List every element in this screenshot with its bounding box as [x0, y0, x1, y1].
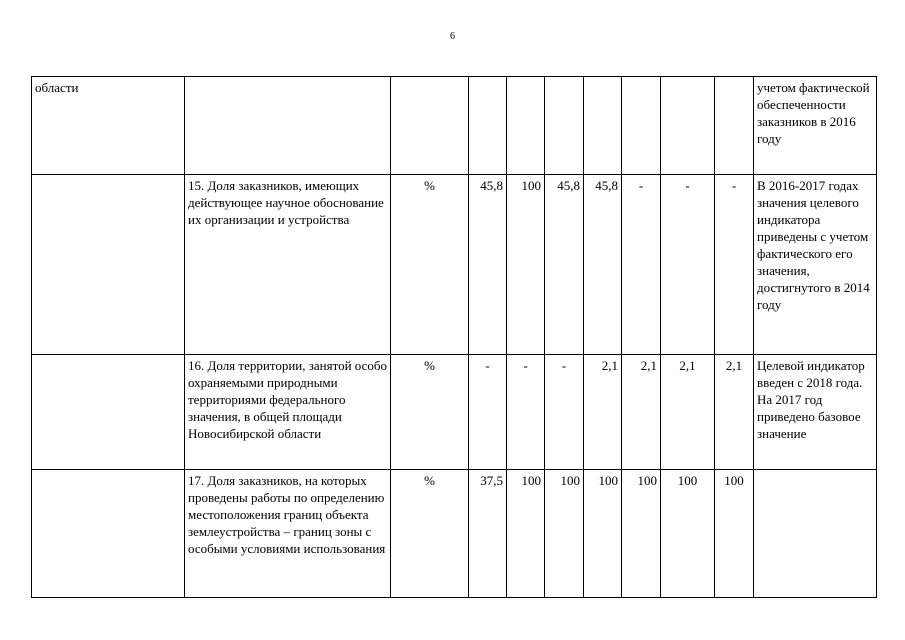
value-cell: 45,8	[584, 175, 622, 355]
value-cell: -	[507, 355, 545, 470]
value-cell	[584, 77, 622, 175]
value-cell	[622, 77, 661, 175]
value-cell: 2,1	[715, 355, 754, 470]
table-row	[32, 355, 877, 470]
region-cell: области	[32, 77, 185, 175]
indicator-cell	[185, 77, 391, 175]
value-cell: 100	[507, 175, 545, 355]
note-cell: Целевой индикатор введен с 2018 года. На 2017 год приведено базовое значение	[754, 355, 877, 470]
unit-cell: %	[391, 355, 469, 470]
value-cell: 37,5	[469, 470, 507, 598]
indicator-cell: 17. Доля заказников, на которых проведены работы по определению местоположения границ объекта землеустройства – границ зоны с особыми условиями использования	[185, 470, 391, 598]
table-row	[32, 77, 877, 175]
table-row	[32, 470, 877, 598]
region-cell	[32, 355, 185, 470]
value-cell: -	[622, 175, 661, 355]
value-cell: -	[715, 175, 754, 355]
indicator-cell: 16. Доля территории, занятой особо охраняемыми природными территориями федерального значения, в общей площади Новосибирской области	[185, 355, 391, 470]
value-cell: -	[545, 355, 584, 470]
value-cell: 45,8	[545, 175, 584, 355]
value-cell: 100	[622, 470, 661, 598]
indicators-table	[31, 76, 877, 598]
unit-cell: %	[391, 175, 469, 355]
value-cell: 2,1	[661, 355, 715, 470]
value-cell: 100	[661, 470, 715, 598]
table-row	[32, 175, 877, 355]
value-cell: 45,8	[469, 175, 507, 355]
value-cell: 2,1	[584, 355, 622, 470]
value-cell: 100	[545, 470, 584, 598]
note-cell: В 2016-2017 годах значения целевого индикатора приведены с учетом фактического его значения, достигнутого в 2014 году	[754, 175, 877, 355]
value-cell: 100	[507, 470, 545, 598]
value-cell	[715, 77, 754, 175]
value-cell	[545, 77, 584, 175]
unit-cell	[391, 77, 469, 175]
value-cell	[661, 77, 715, 175]
indicator-cell: 15. Доля заказников, имеющих действующее научное обоснование их организации и устройства	[185, 175, 391, 355]
value-cell: 2,1	[622, 355, 661, 470]
note-cell: учетом фактической обеспеченности заказников в 2016 году	[754, 77, 877, 175]
value-cell: -	[661, 175, 715, 355]
value-cell: -	[469, 355, 507, 470]
note-cell	[754, 470, 877, 598]
region-cell	[32, 175, 185, 355]
value-cell: 100	[715, 470, 754, 598]
unit-cell: %	[391, 470, 469, 598]
value-cell	[469, 77, 507, 175]
region-cell	[32, 470, 185, 598]
page-number: 6	[450, 31, 455, 42]
value-cell	[507, 77, 545, 175]
value-cell: 100	[584, 470, 622, 598]
